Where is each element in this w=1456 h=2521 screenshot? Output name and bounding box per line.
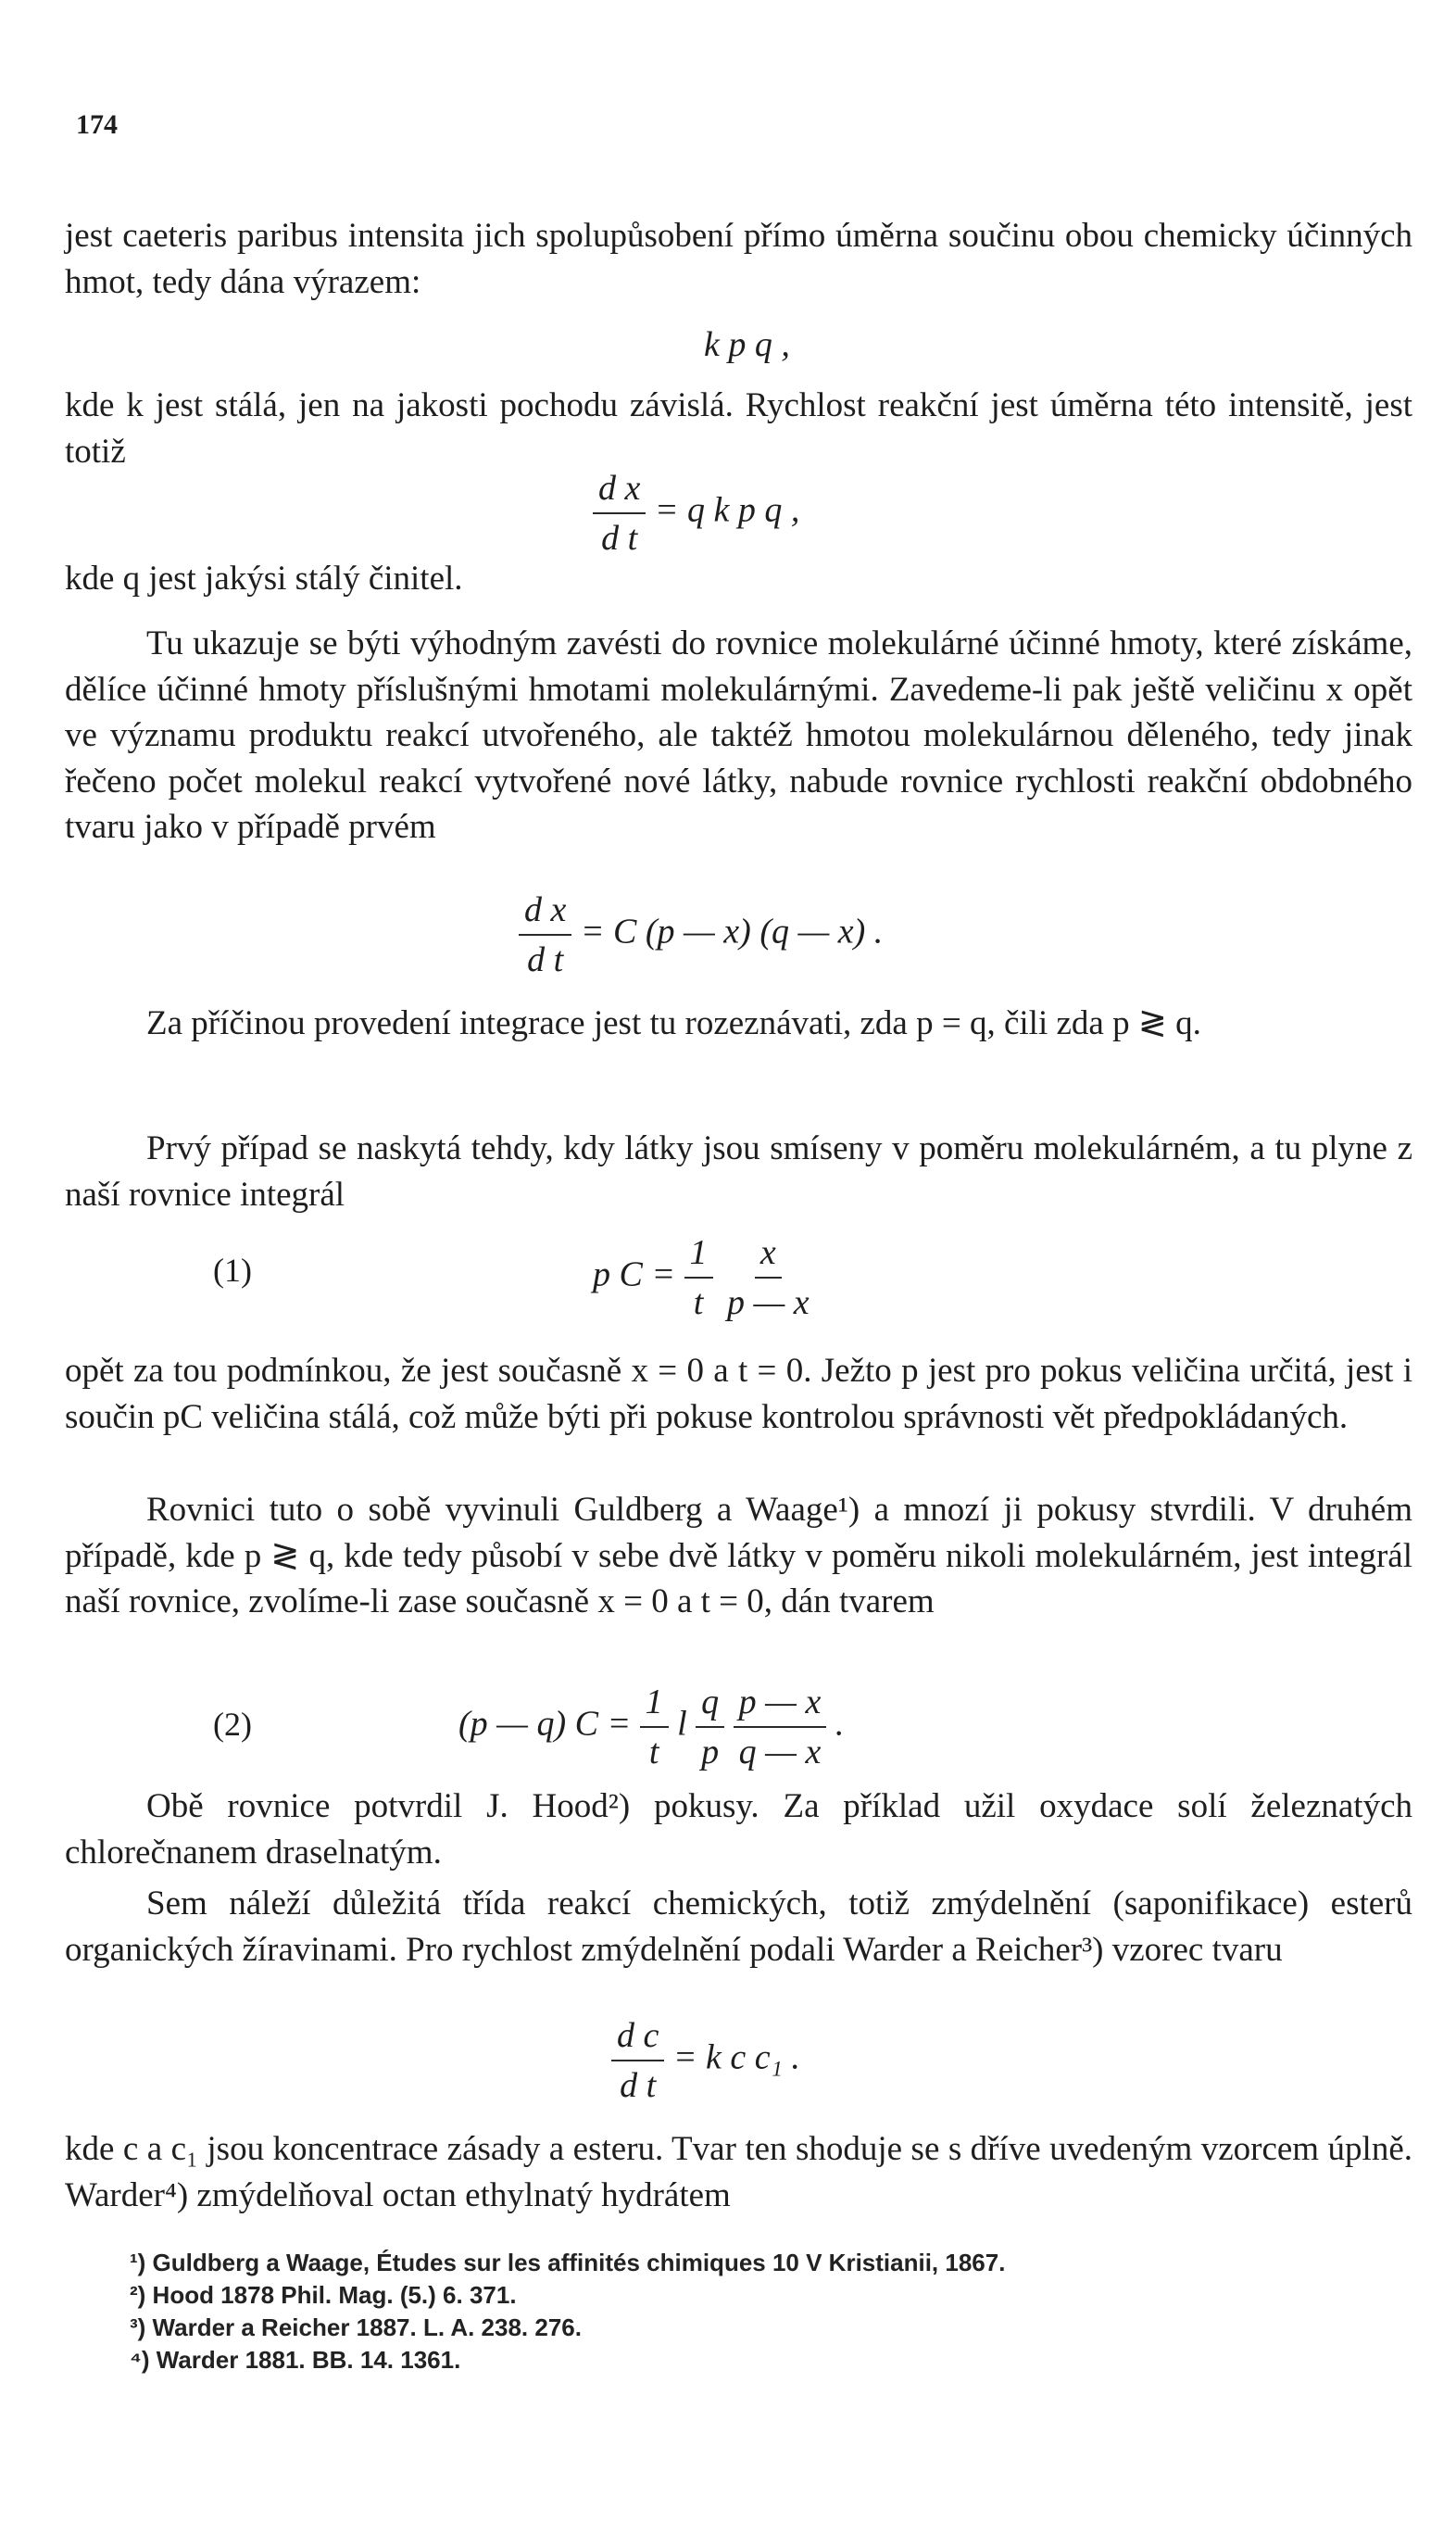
fraction-numerator: d c bbox=[611, 2015, 664, 2061]
paragraph-7: opět za tou podmínkou, že jest současně x = 0 a t = 0. Ježto p jest pro pokus veličina určitá, jest i součin pC veličina stálá, což může býti při pokuse kontrolou správnosti vět předpokládaných. bbox=[65, 1352, 1412, 1436]
equation-number-2: (2) bbox=[213, 1706, 252, 1743]
fraction-dc-dt bbox=[611, 2015, 664, 2106]
fraction-dx-dt bbox=[593, 468, 646, 559]
paragraph-4: Tu ukazuje se býti výhodným zavésti do rovnice molekulárné účinné hmoty, které získáme, dělíce účinné hmoty příslušnými hmotami molekulárnými. Zavedeme-li pak ještě veličinu x opět ve významu produktu reakcí utvořeného, ale taktéž hmotou molekulárnou děleného, tedy jinak řečeno počet molekul reakcí vytvořené nové látky, nabude rovnice rychlosti reakční obdobného tvaru jako v případě prvém bbox=[65, 624, 1412, 846]
fraction-denominator: p — x bbox=[727, 1283, 810, 1322]
equation-number-1: (1) bbox=[213, 1252, 252, 1289]
equation-rate-2 bbox=[519, 889, 883, 980]
paragraph-11: kde c a c₁ jsou koncentrace zásady a esteru. Tvar ten shoduje se s dříve uvedeným vzorcem úplně. Warder⁴) zmýdelňoval octan ethylnatý hydrátem bbox=[65, 2130, 1412, 2214]
equation-end: . bbox=[835, 1704, 845, 1744]
fraction-numerator: p — x bbox=[734, 1682, 827, 1728]
fraction-numerator: x bbox=[755, 1232, 782, 1279]
paragraph-6: Prvý případ se naskytá tehdy, kdy látky jsou smíseny v poměru molekulárném, a tu plyne z naší rovnice integrál bbox=[65, 1129, 1412, 1214]
page-number: 174 bbox=[76, 109, 118, 140]
footnote-1: ¹) Guldberg a Waage, Études sur les affinités chimiques 10 V Kristianii, 1867. bbox=[130, 2249, 1006, 2276]
fraction-denominator: t bbox=[693, 1283, 704, 1322]
fraction-denominator: d t bbox=[601, 519, 638, 558]
fraction-numerator: 1 bbox=[684, 1232, 713, 1279]
equation-rhs: = q k p q , bbox=[654, 490, 800, 530]
fraction-dx-dt bbox=[519, 889, 571, 980]
footnotes bbox=[130, 2247, 1005, 2376]
equation-integral-2 bbox=[458, 1682, 844, 1772]
log-symbol: l bbox=[677, 1704, 687, 1744]
fraction-1-t bbox=[684, 1232, 713, 1323]
footnote-2: ²) Hood 1878 Phil. Mag. (5.) 6. 371. bbox=[130, 2281, 517, 2309]
equation-rhs: = C (p — x) (q — x) . bbox=[580, 912, 884, 952]
fraction-denominator: d t bbox=[620, 2066, 657, 2105]
fraction-denominator: q — x bbox=[738, 1733, 822, 1771]
footnote-3: ³) Warder a Reicher 1887. L. A. 238. 276. bbox=[130, 2313, 582, 2341]
equation-saponification bbox=[611, 2015, 800, 2106]
fraction-denominator: p bbox=[701, 1733, 720, 1771]
paragraph-5: Za příčinou provedení integrace jest tu rozeznávati, zda p = q, čili zda p ≷ q. bbox=[146, 1004, 1201, 1042]
paragraph-10: Sem náleží důležitá třída reakcí chemických, totiž zmýdelnění (saponifikace) esterů organických žíravinami. Pro rychlost zmýdelnění podali Warder a Reicher³) vzorec tvaru bbox=[65, 1884, 1412, 1969]
fraction-q-p bbox=[696, 1682, 724, 1772]
equation-kpq: k p q , bbox=[704, 325, 790, 364]
paragraph-2: kde k jest stálá, jen na jakosti pochodu závislá. Rychlost reakční jest úměrna této intensitě, jest totiž bbox=[65, 386, 1412, 471]
paragraph-1: jest caeteris paribus intensita jich spolupůsobení přímo úměrna součinu obou chemicky účinných hmot, tedy dána výrazem: bbox=[65, 217, 1412, 301]
equation-rhs: = k c c₁ . bbox=[672, 2037, 800, 2077]
equation-rate-1 bbox=[593, 468, 799, 559]
fraction-numerator: q bbox=[696, 1682, 724, 1728]
paragraph-8: Rovnici tuto o sobě vyvinuli Guldberg a Waage¹) a mnozí ji pokusy stvrdili. V druhém případě, kde p ≷ q, kde tedy působí v sebe dvě látky v poměru nikoli molekulárném, jest integrál naší rovnice, zvolíme-li zase současně x = 0 a t = 0, dán tvarem bbox=[65, 1491, 1412, 1620]
fraction-1-t bbox=[640, 1682, 669, 1772]
equation-integral-1 bbox=[593, 1232, 815, 1323]
fraction-numerator: 1 bbox=[640, 1682, 669, 1728]
fraction-numerator: d x bbox=[593, 468, 646, 514]
fraction-px-qx bbox=[734, 1682, 827, 1772]
fraction-denominator: t bbox=[648, 1733, 659, 1771]
equation-lhs: (p — q) C = bbox=[458, 1704, 632, 1744]
footnote-4: ⁴) Warder 1881. BB. 14. 1361. bbox=[130, 2346, 461, 2374]
fraction-numerator: d x bbox=[519, 889, 571, 936]
fraction-denominator: d t bbox=[527, 940, 564, 979]
paragraph-3: kde q jest jakýsi stálý činitel. bbox=[65, 560, 463, 598]
equation-lhs: p C = bbox=[593, 1254, 675, 1294]
fraction-x-p-x bbox=[722, 1232, 815, 1323]
paragraph-9: Obě rovnice potvrdil J. Hood²) pokusy. Za příklad užil oxydace solí železnatých chlorečnanem draselnatým. bbox=[65, 1787, 1412, 1872]
